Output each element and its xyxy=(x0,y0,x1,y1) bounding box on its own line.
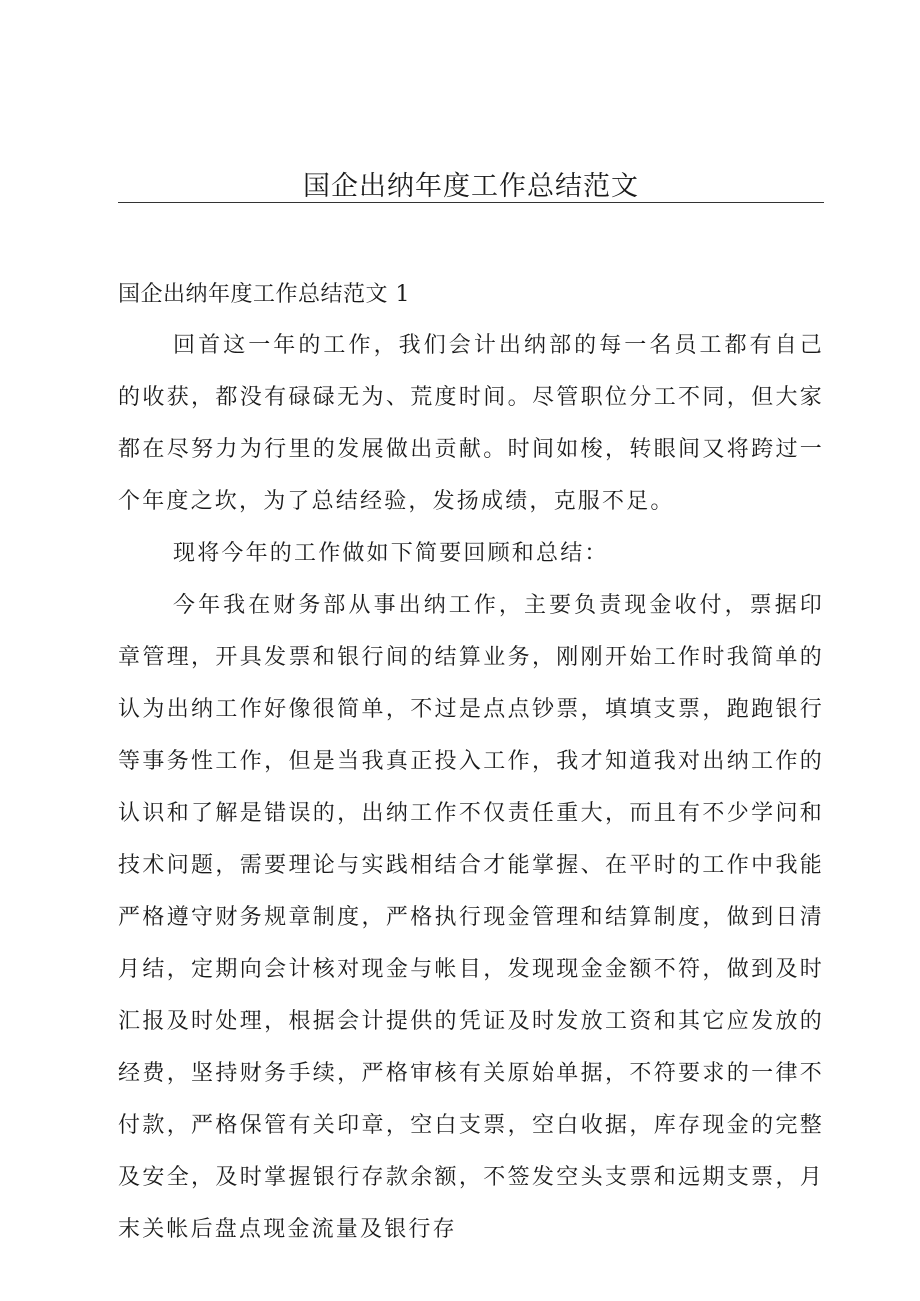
document-body xyxy=(118,320,824,1256)
paragraph-review-lead: 现将今年的工作做如下简要回顾和总结： xyxy=(173,541,609,566)
section-heading: 国企出纳年度工作总结范文 1 xyxy=(118,282,410,307)
document-title: 国企出纳年度工作总结范文 xyxy=(303,171,639,202)
paragraph-intro: 回首这一年的工作，我们会计出纳部的每一名员工都有自己的收获，都没有碌碌无为、荒度时间。尽管职位分工不同，但大家都在尽努力为行里的发展做出贡献。时间如梭，转眼间又将跨过一个年度之坎，为了总结经验，发扬成绩，克服不足。 xyxy=(118,333,824,514)
title-underline xyxy=(118,202,824,203)
paragraph-duties: 今年我在财务部从事出纳工作，主要负责现金收付，票据印章管理，开具发票和银行间的结算业务，刚刚开始工作时我简单的认为出纳工作好像很简单，不过是点点钞票，填填支票，跑跑银行等事务性工作，但是当我真正投入工作，我才知道我对出纳工作的认识和了解是错误的，出纳工作不仅责任重大，而且有不少学问和技术问题，需要理论与实践相结合才能掌握、在平时的工作中我能严格遵守财务规章制度，严格执行现金管理和结算制度，做到日清月结，定期向会计核对现金与帐目，发现现金金额不符，做到及时汇报及时处理，根据会计提供的凭证及时发放工资和其它应发放的经费，坚持财务手续，严格审核有关原始单据，不符要求的一律不付款，严格保管有关印章，空白支票，空白收据，库存现金的完整及安全，及时掌握银行存款余额，不签发空头支票和远期支票，月末关帐后盘点现金流量及银行存 xyxy=(118,593,824,1242)
